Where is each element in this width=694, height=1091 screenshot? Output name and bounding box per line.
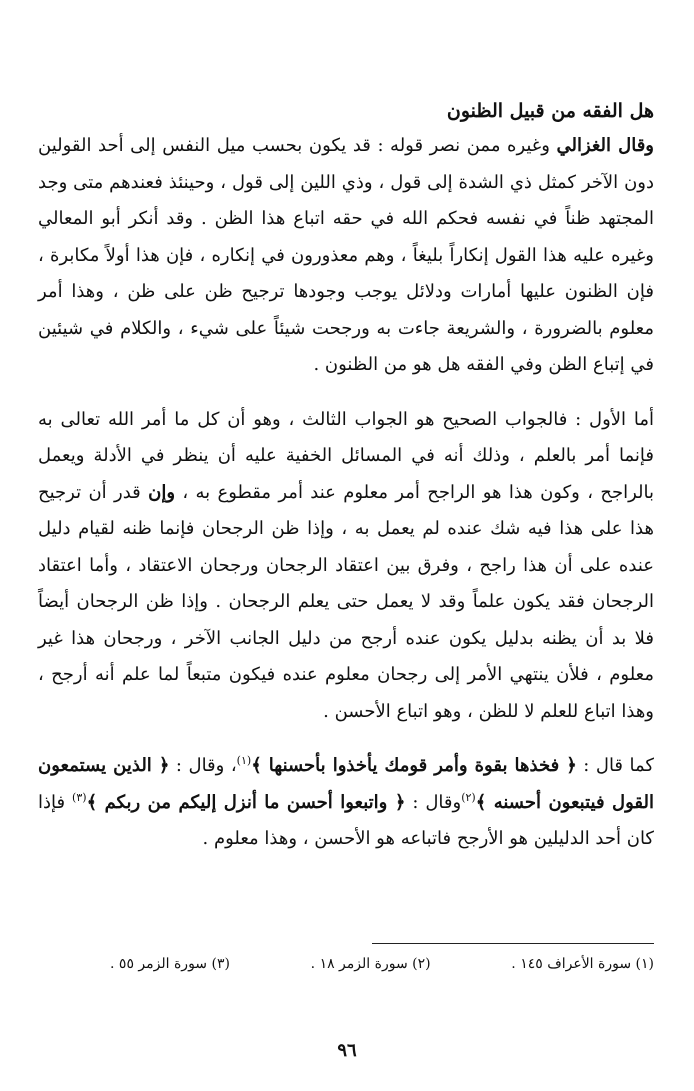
footnotes (110, 952, 654, 976)
paragraph-3-lead: كما قال : (576, 755, 654, 776)
paragraph-3-mid-1: ، وقال : (169, 755, 237, 776)
paragraph-3-tail: فإذا كان أحد الدليلين هو الأرجح فاتباعه هو الأحسن ، وهذا معلوم . (38, 791, 654, 849)
page-body (38, 80, 654, 858)
paragraph-1-text: وغيره ممن نصر قوله : قد يكون بحسب ميل النفس إلى أحد القولين دون الآخر كمثل ذي الشدة إلى قول ، وذي اللين إلى قول ، وحينئذ فعندهم متى وجد المجتهد ظناً في نفسه فحكم الله في حقه اتباع هذا الظن . وقد أنكر أبو المعالي وغيره عليه هذا القول إنكاراً بليغاً ، وهم معذورون في إنكاره ، فإن هذا أولاً مكابرة ، فإن الظنون عليها أمارات ودلائل يوجب وجودها ترجيح ظن على ظن ، وهذا أمر معلوم بالضرورة ، والشريعة جاءت به ورجحت شيئاً على شيء ، والكلام في شيئين في إتباع الظن وفي الفقه هل هو من الظنون . (38, 135, 654, 375)
paragraph-2-bold: وإن (148, 481, 176, 503)
paragraph-1 (38, 128, 654, 384)
paragraph-2-text: أما الأول : فالجواب الصحيح هو الجواب الثالث ، وهو أن كل ما أمر الله تعالى به فإنما أمر بالعلم ، وذلك أنه في المسائل الخفية عليه أن ينظر في الأدلة ويعمل بالراجح ، وكون هذا هو الراجح أمر معلوم عند أمر مقطوع به ، (38, 408, 655, 503)
paragraph-2 (38, 402, 654, 731)
page-number: ٩٦ (337, 1040, 357, 1061)
paragraph-3 (38, 748, 654, 858)
paragraph-3-mid-2: وقال : (405, 791, 462, 813)
paragraph-2-text-cont: قدر أن ترجيح هذا على هذا فيه شك عنده لم يعمل به ، وإذا ظن الرجحان فإنما ظنه لقيام دليل عنده على أن هذا راجح ، وفرق بين اعتقاد الرجحان ورجحان الاعتقاد ، وأما اعتقاد الرجحان فقد يكون علماً وقد لا يعمل حتى يعلم الرجحان . وإذا ظن الرجحان أيضاً فلا بد أن يظنه بدليل يكون عنده أرجح من دليل الجانب الآخر ، ورجحان هذا غير معلوم ، فلأن ينتهي الأمر إلى رجحان معلوم عنده فيكون متبعاً لما علم أنه أرجح ، وهذا اتباع للعلم لا للظن ، وهو اتباع الأحسن . (38, 481, 654, 722)
footnote-ref-1: (١) (236, 754, 252, 767)
footnote-2: (٢) سورة الزمر ١٨ . (310, 956, 431, 972)
footnote-3: (٣) سورة الزمر ٥٥ . (110, 956, 230, 972)
quran-quote-3: ﴿ واتبعوا أحسن ما أنزل إليكم من ربكم ﴾ (86, 791, 406, 813)
section-heading: هل الفقه من قبيل الظنون (446, 100, 654, 122)
footnote-ref-2: (٢) (461, 790, 476, 804)
footnote-ref-3: (٣) (72, 790, 87, 804)
quran-quote-2: ﴿ الذين يستمعون القول فيتبعون أحسنه ﴾ (38, 755, 655, 813)
footnote-divider (372, 943, 654, 944)
paragraph-1-lead: وقال الغزالي (556, 135, 654, 156)
quran-quote-1: ﴿ فخذها بقوة وأمر قومك يأخذوا بأحسنها ﴾ (251, 755, 577, 776)
footnote-1: (١) سورة الأعراف ١٤٥ . (511, 956, 654, 972)
